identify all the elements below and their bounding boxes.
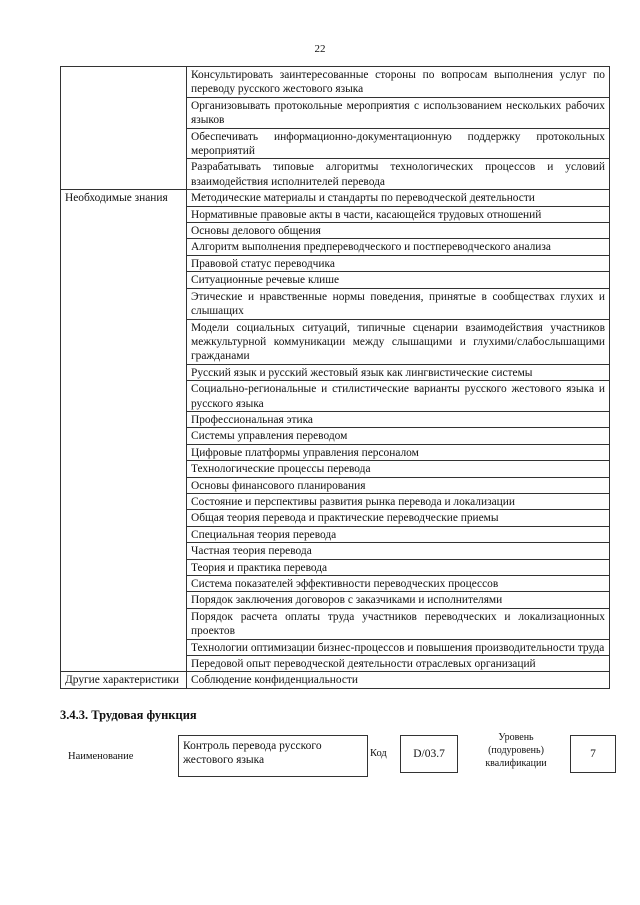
table-row (61, 411, 610, 427)
labor-function-header (60, 732, 620, 795)
row-text: Основы делового общения (187, 223, 610, 239)
row-label (61, 206, 187, 222)
row-label (61, 477, 187, 493)
row-label: Другие характеристики (61, 672, 187, 688)
row-label (61, 223, 187, 239)
row-label (61, 288, 187, 319)
table-row (61, 319, 610, 364)
table-row (61, 272, 610, 288)
row-text: Соблюдение конфиденциальности (187, 672, 610, 688)
requirements-table (60, 66, 610, 689)
table-row (61, 672, 610, 688)
page-number: 22 (314, 43, 326, 55)
table-row (61, 592, 610, 608)
row-label (61, 444, 187, 460)
table-row (61, 159, 610, 190)
row-label (61, 639, 187, 655)
row-label (61, 255, 187, 271)
row-label (61, 364, 187, 380)
row-label (61, 428, 187, 444)
table-row (61, 493, 610, 509)
row-text: Порядок заключения договоров с заказчиками и исполнителями (187, 592, 610, 608)
code-label: Код (370, 748, 387, 759)
table-row (61, 510, 610, 526)
row-text: Модели социальных ситуаций, типичные сценарии взаимодействия участников межкультурной коммуникации между слышащими и глухими/слабослышащими гражданами (187, 319, 610, 364)
table-row (61, 128, 610, 159)
row-label (61, 319, 187, 364)
table-row (61, 255, 610, 271)
row-label (61, 239, 187, 255)
row-text: Нормативные правовые акты в части, касающейся трудовых отношений (187, 206, 610, 222)
row-label (61, 461, 187, 477)
row-label (61, 608, 187, 639)
table-row (61, 67, 610, 98)
row-text: Разрабатывать типовые алгоритмы технологических процессов и условий взаимодействия исполнителей перевода (187, 159, 610, 190)
row-text: Специальная теория перевода (187, 526, 610, 542)
row-text: Ситуационные речевые клише (187, 272, 610, 288)
table-row (61, 381, 610, 412)
level-field: 7 (570, 735, 616, 773)
table-row (61, 288, 610, 319)
row-text: Социально-региональные и стилистические варианты русского жестового языка и русского языка (187, 381, 610, 412)
row-label (61, 67, 187, 98)
row-label (61, 656, 187, 672)
row-label (61, 493, 187, 509)
row-label (61, 159, 187, 190)
table-row (61, 97, 610, 128)
table-row (61, 190, 610, 206)
table-row (61, 444, 610, 460)
table-row (61, 428, 610, 444)
row-label (61, 381, 187, 412)
row-text: Основы финансового планирования (187, 477, 610, 493)
row-text: Система показателей эффективности переводческих процессов (187, 576, 610, 592)
table-row (61, 656, 610, 672)
code-field: D/03.7 (400, 735, 458, 773)
table-row (61, 543, 610, 559)
row-text: Правовой статус переводчика (187, 255, 610, 271)
row-text: Цифровые платформы управления персоналом (187, 444, 610, 460)
row-label: Необходимые знания (61, 190, 187, 206)
row-text: Алгоритм выполнения предпереводческого и постпереводческого анализа (187, 239, 610, 255)
row-text: Методические материалы и стандарты по переводческой деятельности (187, 190, 610, 206)
row-label (61, 526, 187, 542)
row-text: Технологические процессы перевода (187, 461, 610, 477)
row-label (61, 592, 187, 608)
row-text: Этические и нравственные нормы поведения, принятые в сообществах глухих и слышащих (187, 288, 610, 319)
table-row (61, 576, 610, 592)
table-row (61, 477, 610, 493)
table-row (61, 364, 610, 380)
row-text: Состояние и перспективы развития рынка перевода и локализации (187, 493, 610, 509)
row-text: Системы управления переводом (187, 428, 610, 444)
row-text: Организовывать протокольные мероприятия с использованием нескольких рабочих языков (187, 97, 610, 128)
row-label (61, 510, 187, 526)
row-label (61, 543, 187, 559)
row-label (61, 559, 187, 575)
row-label (61, 576, 187, 592)
row-label (61, 411, 187, 427)
function-name-field: Контроль перевода русского жестового языка (178, 735, 368, 777)
row-text: Профессиональная этика (187, 411, 610, 427)
row-text: Частная теория перевода (187, 543, 610, 559)
table-row (61, 239, 610, 255)
section-title: 3.4.3. Трудовая функция (60, 708, 197, 722)
level-label: Уровень (подуровень) квалификации (485, 732, 547, 769)
table-row (61, 526, 610, 542)
table-row (61, 206, 610, 222)
row-label (61, 272, 187, 288)
table-row (61, 608, 610, 639)
table-row (61, 559, 610, 575)
table-row (61, 461, 610, 477)
row-text: Русский язык и русский жестовый язык как лингвистические системы (187, 364, 610, 380)
row-text: Общая теория перевода и практические переводческие приемы (187, 510, 610, 526)
row-label (61, 97, 187, 128)
row-text: Теория и практика перевода (187, 559, 610, 575)
row-text: Порядок расчета оплаты труда участников переводческих и локализационных проектов (187, 608, 610, 639)
table-row (61, 223, 610, 239)
row-text: Консультировать заинтересованные стороны по вопросам выполнения услуг по переводу русского жестового языка (187, 67, 610, 98)
row-label (61, 128, 187, 159)
row-text: Передовой опыт переводческой деятельности отраслевых организаций (187, 656, 610, 672)
row-text: Технологии оптимизации бизнес-процессов и повышения производительности труда (187, 639, 610, 655)
table-row (61, 639, 610, 655)
name-label: Наименование (68, 751, 134, 762)
row-text: Обеспечивать информационно-документационную поддержку протокольных мероприятий (187, 128, 610, 159)
